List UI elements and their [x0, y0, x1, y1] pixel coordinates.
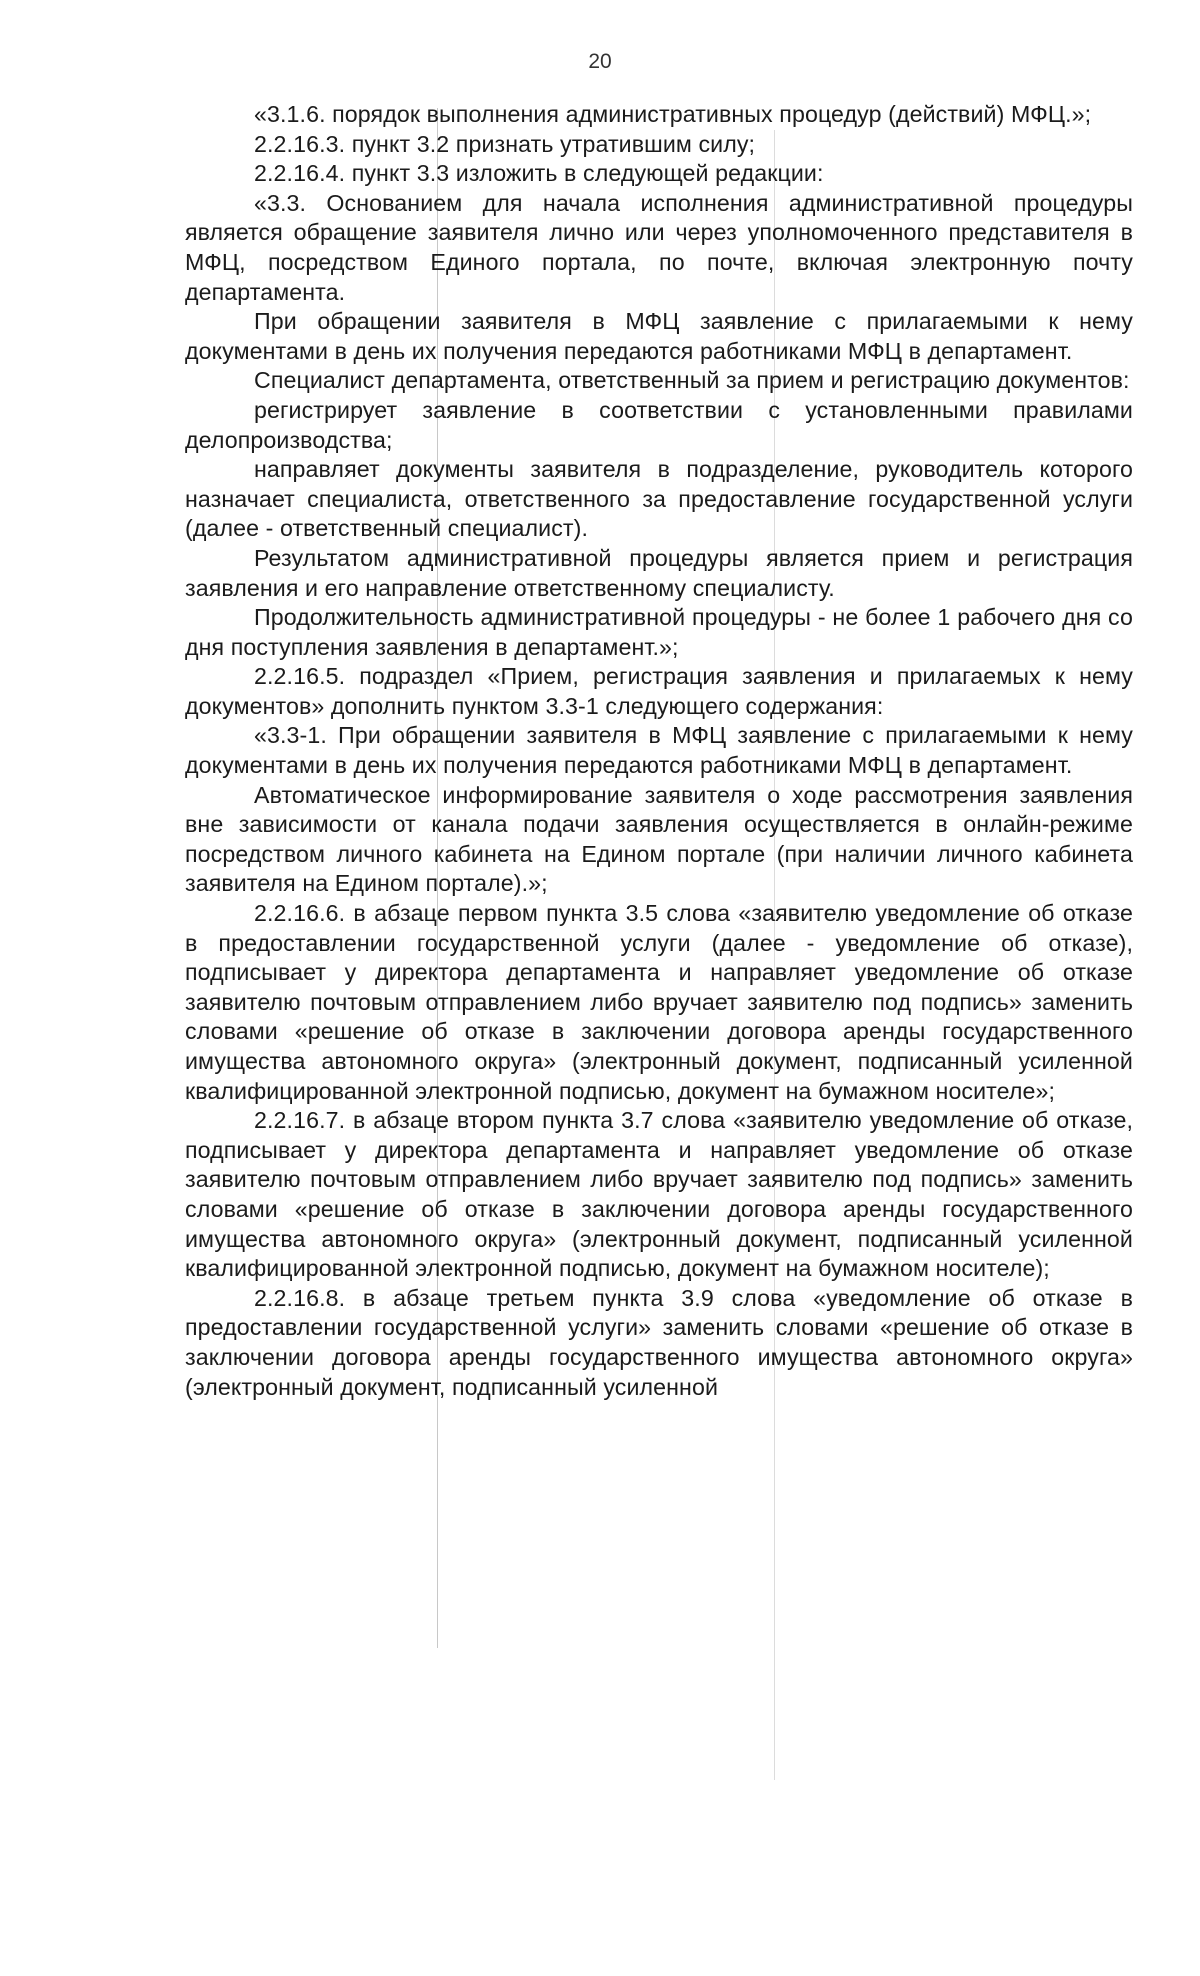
paragraph: «3.1.6. порядок выполнения административных процедур (действий) МФЦ.»;	[254, 101, 1092, 127]
paragraph: При обращении заявителя в МФЦ заявление с прилагаемыми к нему документами в день их получения передаются работниками МФЦ в департамент.	[185, 308, 1133, 364]
page-number: 20	[588, 50, 612, 73]
paragraph: направляет документы заявителя в подразделение, руководитель которого назначает специалиста, ответственного за предоставление государственной услуги (далее - ответственный специалист).	[185, 456, 1133, 542]
paragraph: Результатом административной процедуры является прием и регистрация заявления и его направление ответственному специалисту.	[185, 544, 1133, 601]
paragraph: 2.2.16.4. пункт 3.3 изложить в следующей редакции:	[254, 160, 824, 187]
paragraph: Продолжительность административной процедуры - не более 1 рабочего дня со дня поступления заявления в департамент.»;	[185, 604, 1133, 660]
paragraph: 2.2.16.6. в абзаце первом пункта 3.5 слова «заявителю уведомление об отказе в предоставлении государственной услуги (далее - уведомление об отказе), подписывает у директора департамента и направляет уведомление об отказе заявителю почтовым отправлением либо вручает заявителю под подпись» заменить словами «решение об отказе в заключении договора аренды государственного имущества автономного округа» (электронный документ, подписанный усиленной квалифицированной электронной подписью, документ на бумажном носителе»;	[185, 900, 1133, 1104]
document-body	[185, 100, 1133, 1402]
paragraph: Специалист департамента, ответственный за прием и регистрацию документов:	[254, 367, 1130, 394]
paragraph: 2.2.16.8. в абзаце третьем пункта 3.9 слова «уведомление об отказе в предоставлении государственной услуги» заменить словами «решение об отказе в заключении договора аренды государственного имущества автономного округа» (электронный документ, подписанный усиленной	[185, 1284, 1133, 1400]
paragraph: регистрирует заявление в соответствии с установленными правилами делопроизводства;	[185, 396, 1133, 453]
paragraph: «3.3-1. При обращении заявителя в МФЦ заявление с прилагаемыми к нему документами в день их получения передаются работниками МФЦ в департамент.	[185, 722, 1133, 779]
paragraph: 2.2.16.3. пункт 3.2 признать утратившим силу;	[254, 130, 756, 157]
paragraph: 2.2.16.7. в абзаце втором пункта 3.7 слова «заявителю уведомление об отказе, подписывает у директора департамента и направляет уведомление об отказе заявителю почтовым отправлением либо вручает заявителю под подпись» заменить словами «решение об отказе в заключении договора аренды государственного имущества автономного округа» (электронный документ, подписанный усиленной квалифицированной электронной подписью, документ на бумажном носителе);	[185, 1107, 1133, 1282]
paragraph: «3.3. Основанием для начала исполнения административной процедуры является обращение заявителя лично или через уполномоченного представителя в МФЦ, посредством Единого портала, по почте, включая электронную почту департамента.	[185, 189, 1133, 305]
paragraph: 2.2.16.5. подраздел «Прием, регистрация заявления и прилагаемых к нему документов» дополнить пунктом 3.3-1 следующего содержания:	[185, 663, 1133, 719]
paragraph: Автоматическое информирование заявителя о ходе рассмотрения заявления вне зависимости от канала подачи заявления осуществляется в онлайн-режиме посредством личного кабинета на Едином портале (при наличии личного кабинета заявителя на Едином портале).»;	[185, 781, 1133, 897]
